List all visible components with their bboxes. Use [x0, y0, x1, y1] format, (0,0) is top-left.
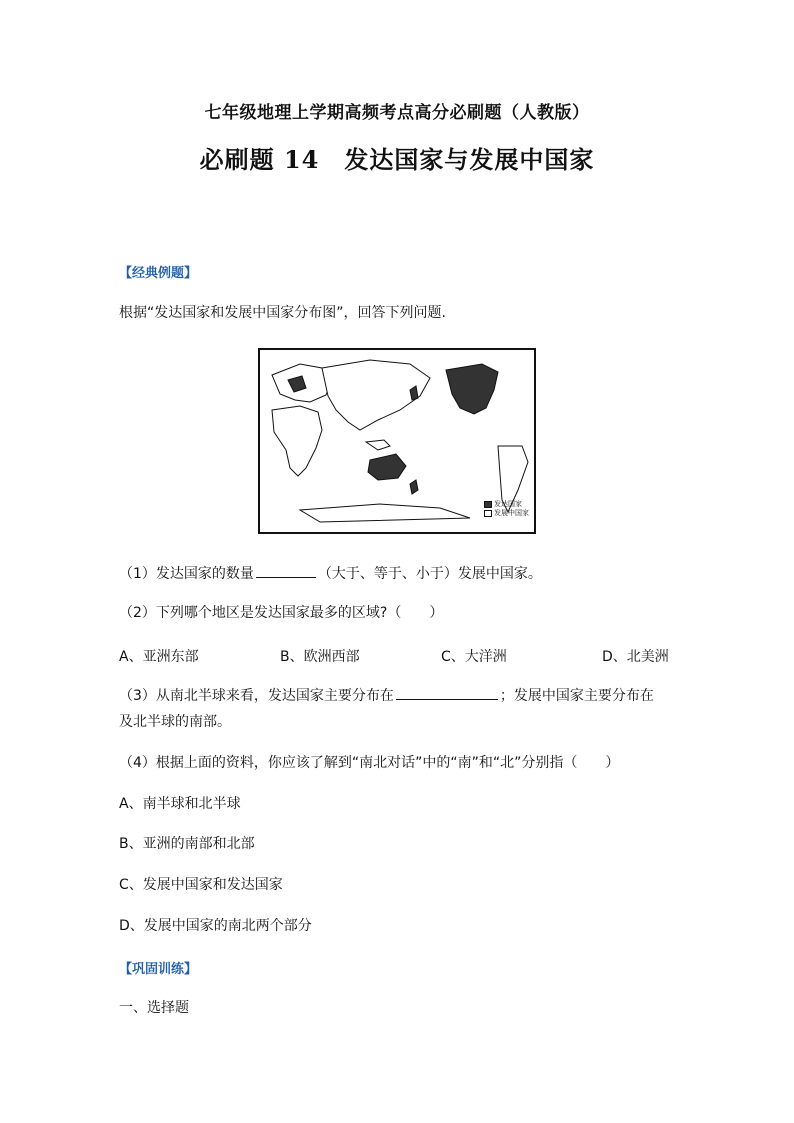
q4-option-b[interactable]: B、亚洲的南部和北部	[119, 836, 255, 852]
q4-option-d[interactable]: D、发展中国家的南北两个部分	[119, 918, 312, 934]
section-example-label: 【经典例题】	[119, 266, 198, 281]
q3-answer-blank[interactable]	[396, 685, 498, 700]
legend-label: 发达国家	[494, 500, 522, 508]
q2-option-a[interactable]: A、亚洲东部	[119, 649, 199, 665]
q1-answer-blank[interactable]	[256, 563, 316, 578]
q3-text-before: （3）从南北半球来看，发达国家主要分布在	[119, 688, 394, 704]
legend-item-developed	[484, 500, 529, 509]
legend-label: 发展中国家	[494, 509, 529, 517]
q4-option-a[interactable]: A、南半球和北半球	[119, 796, 241, 812]
legend-item-developing	[484, 509, 529, 518]
q2-option-b[interactable]: B、欧洲西部	[280, 649, 360, 665]
q1-text-after: （大于、等于、小于）发展中国家。	[317, 566, 542, 582]
question-3-line2: 及北半球的南部。	[119, 714, 231, 730]
document-subtitle: 七年级地理上学期高频考点高分必刷题（人教版）	[204, 103, 590, 123]
q3-text-after: ；发展中国家主要分布在	[499, 688, 654, 704]
map-legend	[484, 500, 529, 518]
developing-swatch-icon	[484, 510, 492, 517]
developed-swatch-icon	[484, 501, 492, 508]
intro-text: 根据“发达国家和发展中国家分布图”，回答下列问题.	[119, 305, 446, 321]
question-1	[119, 563, 542, 584]
question-3	[119, 685, 654, 706]
q2-option-c[interactable]: C、大洋洲	[441, 649, 507, 665]
q1-text-before: （1）发达国家的数量	[119, 566, 254, 582]
q2-option-d[interactable]: D、北美洲	[602, 649, 669, 665]
practice-subheading: 一、选择题	[119, 1000, 189, 1016]
q4-option-c[interactable]: C、发展中国家和发达国家	[119, 877, 283, 893]
section-practice-label: 【巩固训练】	[119, 962, 198, 977]
question-4-stem: （4）根据上面的资料，你应该了解到“南北对话”中的“南”和“北”分别指（ ）	[119, 755, 620, 771]
document-title: 必刷题 14 发达国家与发展中国家	[199, 145, 595, 174]
world-map-figure	[258, 348, 536, 534]
question-2-stem: （2）下列哪个地区是发达国家最多的区域?（ ）	[119, 605, 444, 621]
